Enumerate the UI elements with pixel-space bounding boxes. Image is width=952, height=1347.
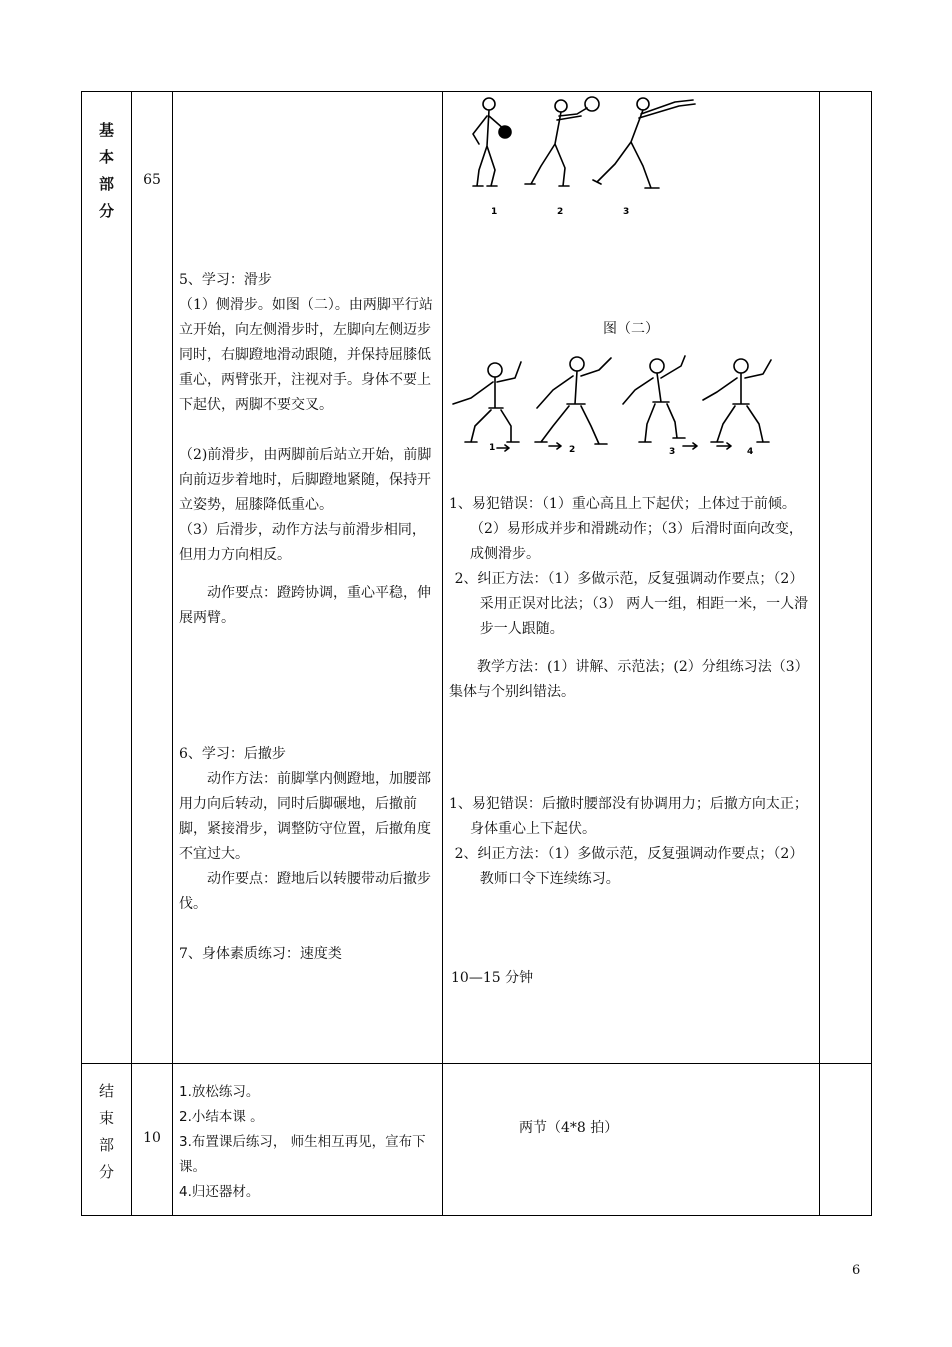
- end-item: 2.小结本课 。: [179, 1109, 264, 1125]
- end-items: [173, 1064, 442, 1205]
- figure-1-label: 1: [491, 207, 498, 217]
- item7-heading: 7、身体素质练习：速度类: [179, 946, 342, 962]
- section-title-char: 束: [98, 1109, 114, 1127]
- slide-error-2: 2、纠正方法：（1）多做示范，反复强调动作要点；（2）采用正误对比法；（3） 两人一组，相距一米，一人滑步一人跟随。: [454, 571, 809, 637]
- content-cell: [173, 1064, 443, 1216]
- figure-2-person-4: [703, 359, 771, 442]
- minutes-cell: [132, 1064, 173, 1216]
- item6-method: 动作方法：前脚掌内侧蹬地，加腰部用力向后转动，同时后脚碾地，后撤前脚，紧接滑步，调整防守位置，后撤角度不宜过大。: [179, 771, 431, 862]
- figure-2-person-3: [623, 356, 685, 442]
- figure-2-person-1: [453, 362, 521, 442]
- end-item: 1.放松练习。: [179, 1084, 260, 1100]
- item6-block: [179, 742, 436, 917]
- figure-1-person-1: [473, 98, 511, 186]
- item6-heading: 6、学习：后撤步: [179, 746, 286, 762]
- end-item: 3.布置课后练习， 师生相互再见，宣布下课。: [179, 1134, 426, 1175]
- notes-cell: [820, 92, 872, 1064]
- item5-heading: 5、学习：滑步: [179, 272, 272, 288]
- item5-side-step: （1）侧滑步。如图（二）。由两脚平行站立开始，向左侧滑步时，左脚向左侧迈步同时，右脚蹬地滑动跟随，并保持屈膝低重心，两臂张开，注视对手。身体不要上下起伏，两脚不要交叉。: [179, 297, 433, 413]
- content-cell: [173, 92, 443, 1064]
- figure-1-label: 3: [623, 207, 630, 217]
- section-title-char: 部: [98, 1136, 114, 1154]
- section-title-main: [82, 92, 131, 225]
- backstep-errors: [449, 792, 811, 892]
- minutes-main: 65: [143, 172, 161, 188]
- item6-key-points: 动作要点：蹬地后以转腰带动后撤步伐。: [179, 871, 431, 912]
- slide-step-errors: [449, 492, 811, 705]
- section-title-char: 部: [98, 175, 114, 193]
- figure-2-label: 1: [489, 443, 496, 453]
- section-title-char: 基: [98, 121, 114, 139]
- section-title-cell: [82, 92, 132, 1064]
- slide-error-1: 1、易犯错误：（1）重心高且上下起伏；上体过于前倾。（2）易形成并步和滑跳动作；（3）后滑时面向改变，成侧滑步。: [449, 496, 803, 562]
- figure-2-person-2: [535, 357, 611, 444]
- item5-block: [179, 268, 436, 631]
- figure-1-person-2: [525, 97, 599, 186]
- backstep-error-1: 1、易犯错误：后撤时腰部没有协调用力；后撤方向太正；身体重心上下起伏。: [449, 796, 808, 837]
- minutes-end: 10: [143, 1130, 161, 1146]
- end-item: 4.归还器材。: [179, 1184, 260, 1200]
- notes-cell: [820, 1064, 872, 1216]
- method-cell: [443, 92, 820, 1064]
- figure-2-caption: 图（二）: [603, 321, 659, 337]
- figure-1-label: 2: [557, 207, 564, 217]
- minutes-cell: [132, 92, 173, 1064]
- end-note: 两节（4*8 拍）: [519, 1120, 619, 1136]
- item5-key-points: 动作要点：蹬跨协调，重心平稳，伸展两臂。: [179, 585, 431, 626]
- figure-2-label: 3: [669, 447, 676, 457]
- figure-2-arrows: [497, 443, 731, 451]
- section-title-char: 结: [98, 1082, 114, 1100]
- section-title-char: 分: [98, 202, 114, 220]
- lesson-plan-table: [81, 91, 872, 1216]
- section-title-char: 本: [98, 148, 114, 166]
- item5-back-step: （3）后滑步，动作方法与前滑步相同，但用力方向相反。: [179, 522, 426, 563]
- backstep-error-2: 2、纠正方法：（1）多做示范，反复强调动作要点；（2）教师口令下连续练习。: [454, 846, 804, 887]
- teaching-methods: 教学方法：(1）讲解、示范法；(2）分组练习法（3）集体与个别纠错法。: [449, 659, 809, 700]
- item7-block: [179, 942, 436, 967]
- end-section-row: [82, 1064, 872, 1216]
- section-title-cell: [82, 1064, 132, 1216]
- section-title-char: 分: [98, 1163, 114, 1181]
- figure-1-illustration: [465, 94, 725, 222]
- main-section-row: [82, 92, 872, 1064]
- figure-2-label: 2: [569, 445, 576, 455]
- figure-2-illustration: [449, 354, 809, 462]
- figure-1-person-3: [593, 98, 695, 188]
- speed-time: 10—15 分钟: [451, 970, 534, 986]
- section-title-end: [82, 1064, 131, 1186]
- figure-2-label: 4: [747, 447, 754, 457]
- item5-front-step: （2)前滑步，由两脚前后站立开始，前脚向前迈步着地时，后脚蹬地紧随，保持开立姿势，屈膝降低重心。: [179, 447, 432, 513]
- method-cell: [443, 1064, 820, 1216]
- page-number: 6: [852, 1263, 861, 1278]
